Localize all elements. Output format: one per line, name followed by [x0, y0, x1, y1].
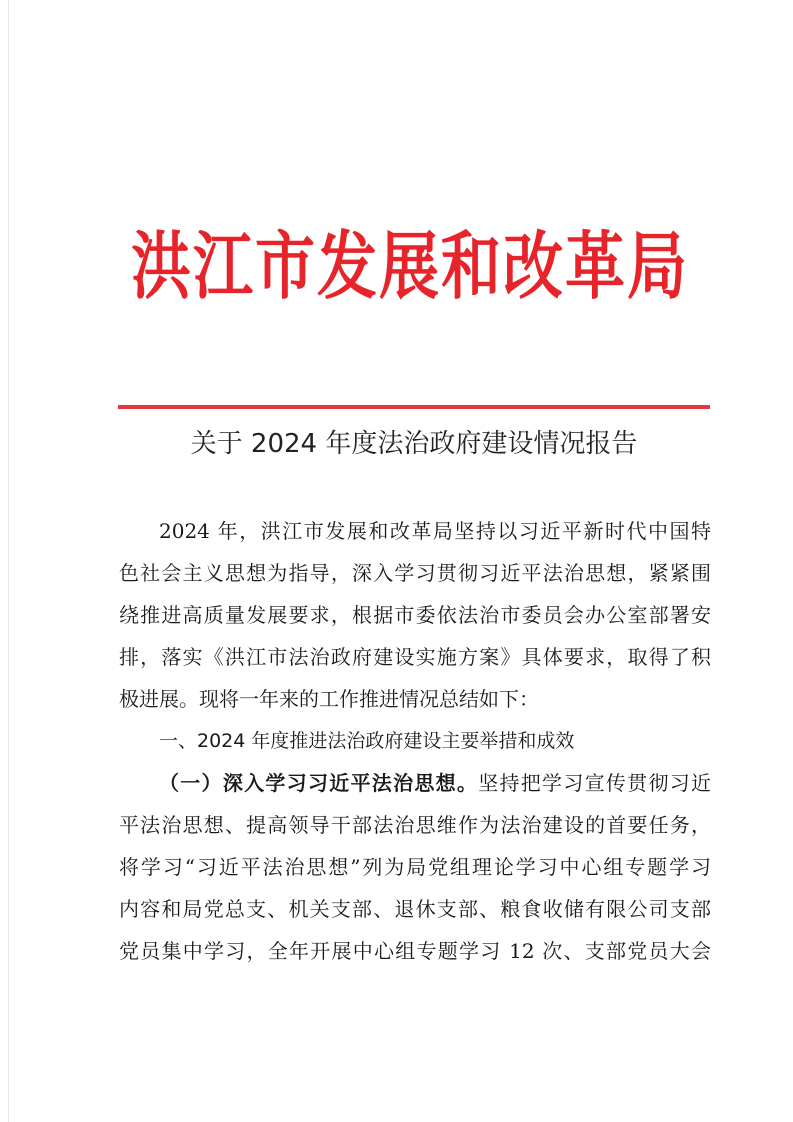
paragraph-line: 绕推进高质量发展要求，根据市委依法治市委员会办公室部署安	[119, 603, 711, 627]
paragraph-line: 2024 年，洪江市发展和改革局坚持以习近平新时代中国特	[159, 519, 711, 543]
section-heading: 一、2024 年度推进法治政府建设主要举措和成效	[159, 730, 575, 752]
paragraph-line: 极进展。现将一年来的工作推进情况总结如下：	[119, 687, 539, 711]
red-divider-rule	[118, 405, 710, 409]
body-text	[119, 510, 711, 972]
paragraph-line: 内容和局党总支、机关支部、退休支部、粮食收储有限公司支部	[119, 897, 711, 921]
scan-edge-line	[8, 0, 9, 1122]
paragraph-line: 排，落实《洪江市法治政府建设实施方案》具体要求，取得了积	[119, 645, 711, 669]
subsection-text: 坚持把学习宣传贯彻习近	[478, 771, 712, 795]
paragraph-line: 色社会主义思想为指导，深入学习贯彻习近平法治思想，紧紧围	[119, 561, 711, 585]
paragraph-line: 平法治思想、提高领导干部法治思维作为法治建设的首要任务，	[119, 813, 711, 837]
document-title: 关于 2024 年度法治政府建设情况报告	[190, 429, 638, 459]
subsection-heading: （一）深入学习习近平法治思想。	[159, 771, 479, 795]
paragraph-line: 将学习“习近平法治思想”列为局党组理论学习中心组专题学习	[119, 855, 711, 879]
subsection-first-line	[119, 762, 711, 804]
agency-header: 洪江市发展和改革局	[131, 224, 689, 310]
paragraph-line: 党员集中学习，全年开展中心组专题学习 12 次、支部党员大会	[119, 939, 711, 963]
